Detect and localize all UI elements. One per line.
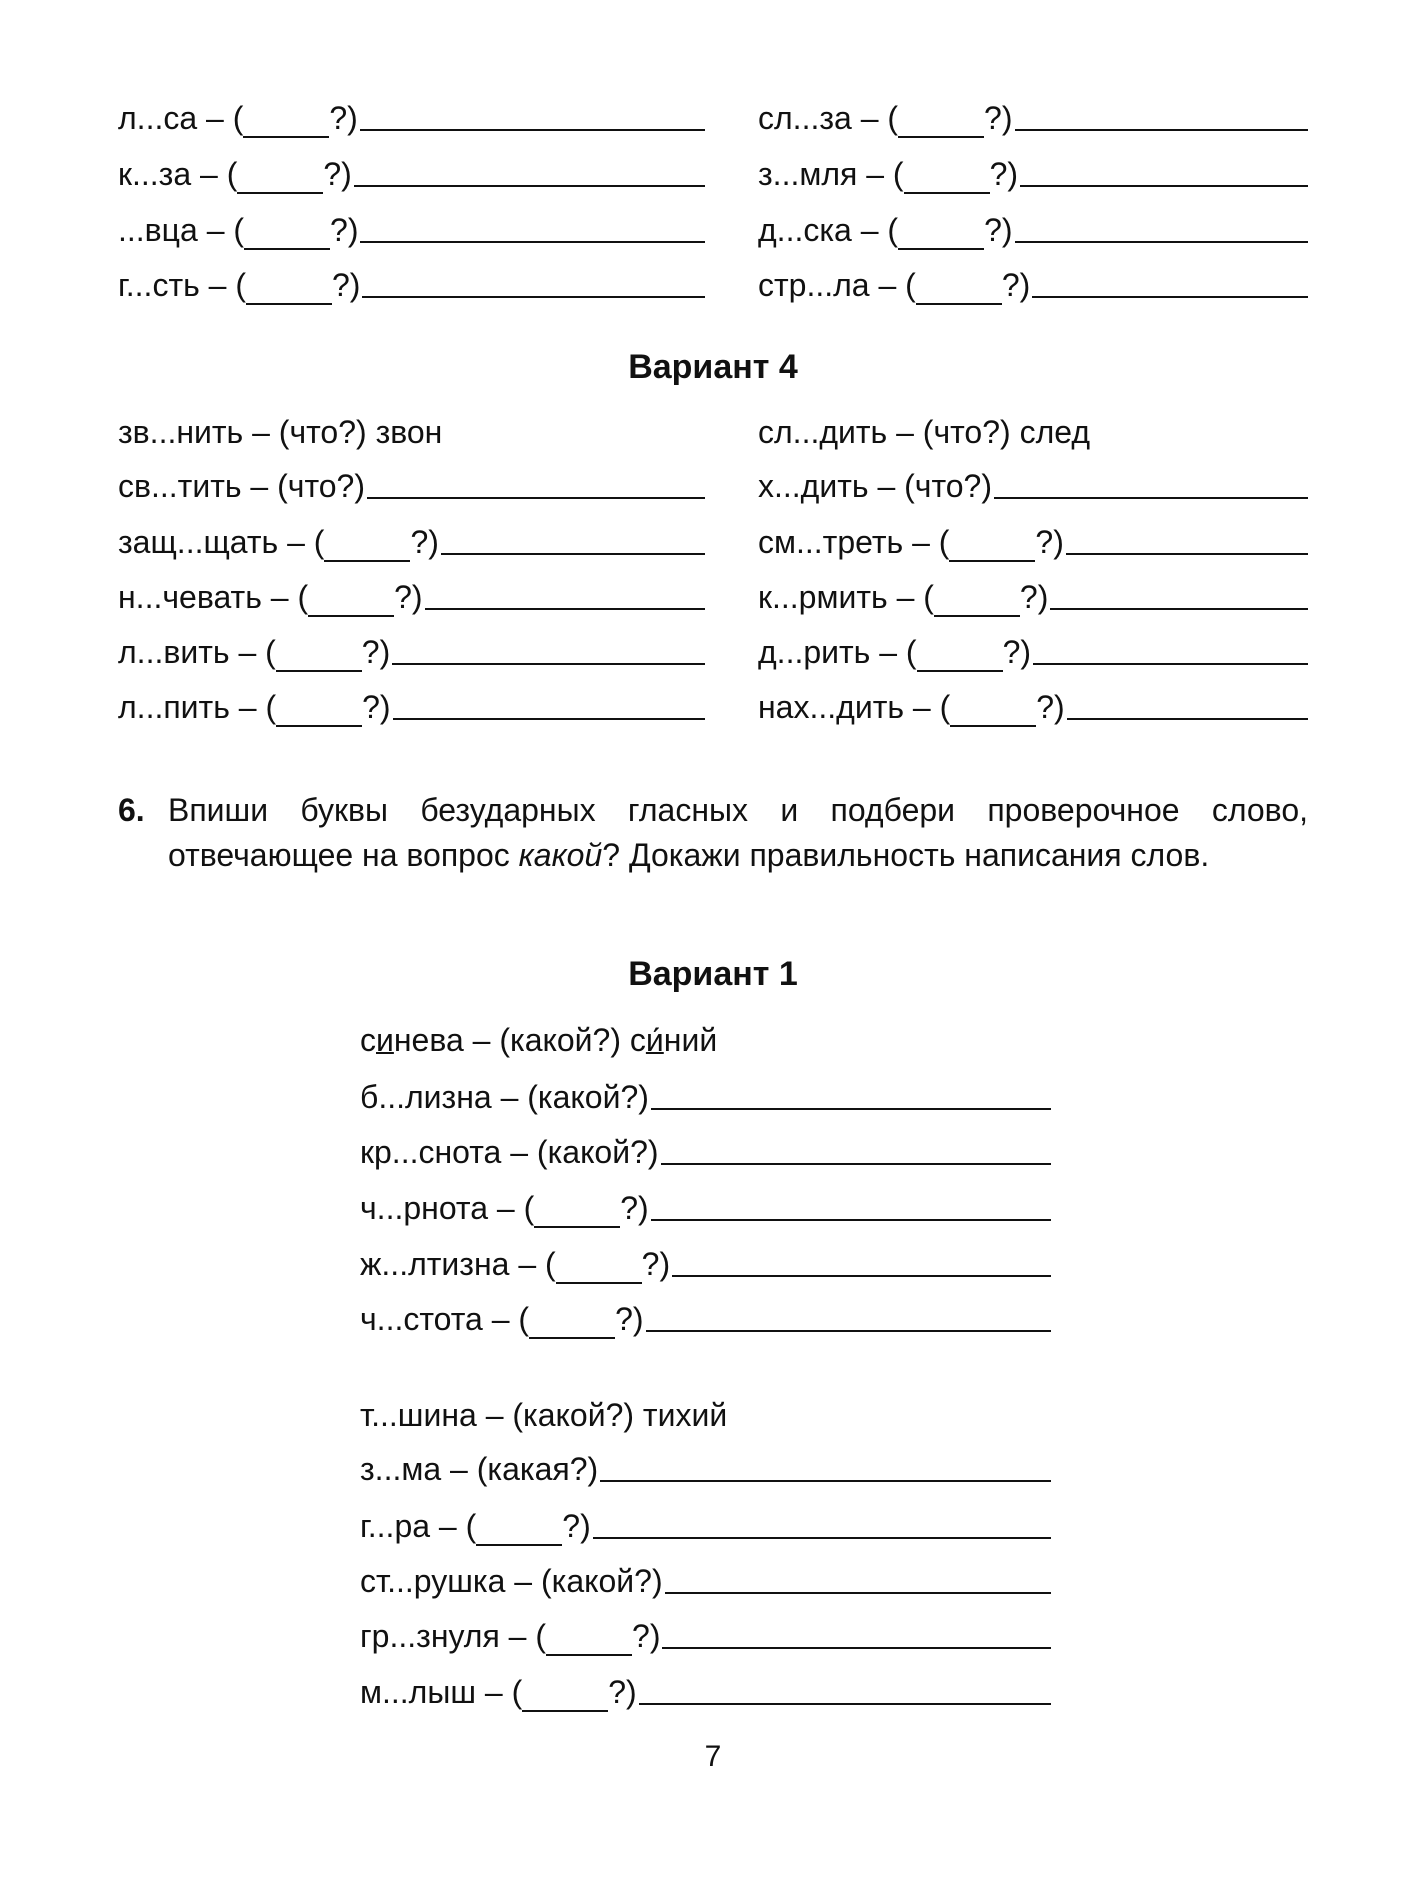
variant-1-heading: Вариант 1 — [628, 955, 798, 993]
question-blank[interactable] — [276, 695, 362, 727]
question: какой — [537, 1079, 621, 1115]
question-blank[interactable] — [546, 1624, 632, 1656]
question-blank[interactable] — [934, 585, 1020, 617]
word: ст...рушка — [360, 1563, 506, 1599]
answer-line[interactable] — [1066, 553, 1308, 555]
answer-line[interactable] — [639, 1703, 1051, 1705]
word: т...шина — [360, 1397, 477, 1433]
answer-line[interactable] — [1033, 663, 1308, 665]
question-blank[interactable] — [308, 585, 394, 617]
word: н...чевать — [118, 579, 262, 615]
exercise-row: л...са – ( ?) — [118, 98, 705, 138]
exercise-row: защ...щать – ( ?) — [118, 522, 705, 562]
question-blank[interactable] — [276, 640, 362, 672]
question-blank[interactable] — [529, 1307, 615, 1339]
question: какой — [523, 1397, 606, 1433]
answer-line[interactable] — [651, 1219, 1051, 1221]
word: г...ра — [360, 1508, 431, 1544]
exercise-row: б...лизна – ( какой ?) — [360, 1077, 1051, 1117]
word: св...тить — [118, 468, 242, 504]
word: б...лизна — [360, 1079, 492, 1115]
exercise-row: л...пить – ( ?) — [118, 687, 705, 727]
word: сл...за — [758, 100, 852, 136]
answer-line[interactable] — [661, 1163, 1051, 1165]
exercise-row: х...дить – ( что ?) — [758, 466, 1308, 506]
word: л...вить — [118, 634, 230, 670]
exercise-row: к...рмить – ( ?) — [758, 577, 1308, 617]
word: нах...дить — [758, 689, 905, 725]
question: что — [914, 468, 964, 504]
task-instruction — [168, 788, 1308, 878]
word: л...пить — [118, 689, 230, 725]
answer: след — [1019, 414, 1090, 450]
answer-line[interactable] — [1015, 241, 1308, 243]
question-blank[interactable] — [904, 162, 990, 194]
question: что — [287, 468, 337, 504]
answer-line[interactable] — [393, 718, 705, 720]
answer-line[interactable] — [593, 1537, 1051, 1539]
question-blank[interactable] — [246, 273, 332, 305]
example-row: синева – ( какой ?) си́ний — [360, 1022, 718, 1058]
word: ч...рнота — [360, 1190, 488, 1226]
exercise-row: стр...ла – ( ?) — [758, 265, 1308, 305]
answer-line[interactable] — [651, 1108, 1051, 1110]
instruction-text-end: ? Докажи правильность написания слов. — [602, 837, 1210, 873]
question-blank[interactable] — [949, 530, 1035, 562]
question-blank[interactable] — [324, 530, 410, 562]
exercise-row: г...ра – ( ?) — [360, 1506, 1051, 1546]
question-blank[interactable] — [916, 273, 1002, 305]
word: синева — [360, 1022, 464, 1058]
answer-line[interactable] — [1032, 296, 1308, 298]
answer-line[interactable] — [646, 1330, 1051, 1332]
instruction-text: Впиши буквы безударных гласных и подбери проверочное слово, отвечающее на вопрос — [168, 792, 1308, 873]
word: к...за — [118, 156, 192, 192]
word: ж...лтизна — [360, 1246, 510, 1282]
task-number: 6. — [118, 792, 145, 828]
exercise-row: зв...нить – ( что ?) звон — [118, 414, 443, 450]
word: з...мля — [758, 156, 858, 192]
word: к...рмить — [758, 579, 888, 615]
word: гр...знуля — [360, 1618, 500, 1654]
exercise-row: св...тить – ( что ?) — [118, 466, 705, 506]
exercise-row: ...вца – ( ?) — [118, 210, 705, 250]
variant-4-heading: Вариант 4 — [628, 348, 798, 386]
exercise-row: гр...знуля – ( ?) — [360, 1616, 1051, 1656]
instruction-italic: какой — [518, 837, 603, 873]
word: стр...ла — [758, 267, 870, 303]
answer: тихий — [642, 1397, 728, 1433]
question-blank[interactable] — [917, 640, 1003, 672]
question-blank[interactable] — [898, 218, 984, 250]
task-6 — [118, 788, 1308, 878]
answer: звон — [375, 414, 443, 450]
word: защ...щать — [118, 524, 279, 560]
exercise-row: м...лыш – ( ?) — [360, 1672, 1051, 1712]
answer-line[interactable] — [360, 129, 705, 131]
answer-line[interactable] — [672, 1275, 1051, 1277]
word: л...са — [118, 100, 198, 136]
question-blank[interactable] — [898, 106, 984, 138]
question: что — [289, 414, 339, 450]
exercise-row: см...треть – ( ?) — [758, 522, 1308, 562]
answer-line[interactable] — [362, 296, 705, 298]
exercise-row: л...вить – ( ?) — [118, 632, 705, 672]
word: см...треть — [758, 524, 904, 560]
word: д...рить — [758, 634, 871, 670]
question: какой — [551, 1563, 635, 1599]
answer-line[interactable] — [425, 608, 705, 610]
answer-line[interactable] — [662, 1647, 1051, 1649]
exercise-row: н...чевать – ( ?) — [118, 577, 705, 617]
word: зв...нить — [118, 414, 244, 450]
question-blank[interactable] — [534, 1196, 620, 1228]
question-blank[interactable] — [476, 1514, 562, 1546]
answer-line[interactable] — [354, 185, 705, 187]
exercise-row: з...мля – ( ?) — [758, 154, 1308, 194]
answer-line[interactable] — [392, 663, 705, 665]
answer-line[interactable] — [994, 497, 1308, 499]
answer-line[interactable] — [367, 497, 705, 499]
exercise-row: д...ска – ( ?) — [758, 210, 1308, 250]
word: м...лыш — [360, 1674, 477, 1710]
answer-line[interactable] — [1067, 718, 1308, 720]
answer-line[interactable] — [1020, 185, 1308, 187]
word: сл...дить — [758, 414, 888, 450]
exercise-row: ст...рушка – ( какой ?) — [360, 1561, 1051, 1601]
question-blank[interactable] — [243, 106, 329, 138]
exercise-row: сл...за – ( ?) — [758, 98, 1308, 138]
question-blank[interactable] — [556, 1252, 642, 1284]
word: кр...снота — [360, 1134, 502, 1170]
word: ч...стота — [360, 1301, 483, 1337]
exercise-row: г...сть – ( ?) — [118, 265, 705, 305]
answer-line[interactable] — [1015, 129, 1309, 131]
exercise-row: т...шина – ( какой ?) тихий — [360, 1397, 728, 1433]
exercise-row: з...ма – ( какая ?) — [360, 1449, 1051, 1489]
page-number: 7 — [704, 1740, 722, 1773]
word: д...ска — [758, 212, 852, 248]
word: ...вца — [118, 212, 198, 248]
exercise-row: к...за – ( ?) — [118, 154, 705, 194]
exercise-row: ч...стота – ( ?) — [360, 1299, 1051, 1339]
exercise-row: д...рить – ( ?) — [758, 632, 1308, 672]
question-blank[interactable] — [522, 1680, 608, 1712]
question-blank[interactable] — [237, 162, 323, 194]
exercise-row: ж...лтизна – ( ?) — [360, 1244, 1051, 1284]
answer-line[interactable] — [441, 553, 705, 555]
question: что — [933, 414, 983, 450]
answer-line[interactable] — [600, 1480, 1051, 1482]
question: какая — [487, 1451, 570, 1487]
question: какой — [510, 1022, 593, 1058]
exercise-row: ч...рнота – ( ?) — [360, 1188, 1051, 1228]
question-blank[interactable] — [244, 218, 330, 250]
answer: си́ний — [629, 1022, 718, 1058]
word: г...сть — [118, 267, 200, 303]
exercise-row: сл...дить – ( что ?) след — [758, 414, 1090, 450]
word: х...дить — [758, 468, 869, 504]
answer-line[interactable] — [1050, 608, 1308, 610]
question: какой — [547, 1134, 631, 1170]
answer-line[interactable] — [360, 241, 705, 243]
answer-line[interactable] — [665, 1592, 1051, 1594]
word: з...ма — [360, 1451, 442, 1487]
question-blank[interactable] — [950, 695, 1036, 727]
exercise-row: кр...снота – ( какой ?) — [360, 1132, 1051, 1172]
exercise-row: нах...дить – ( ?) — [758, 687, 1308, 727]
